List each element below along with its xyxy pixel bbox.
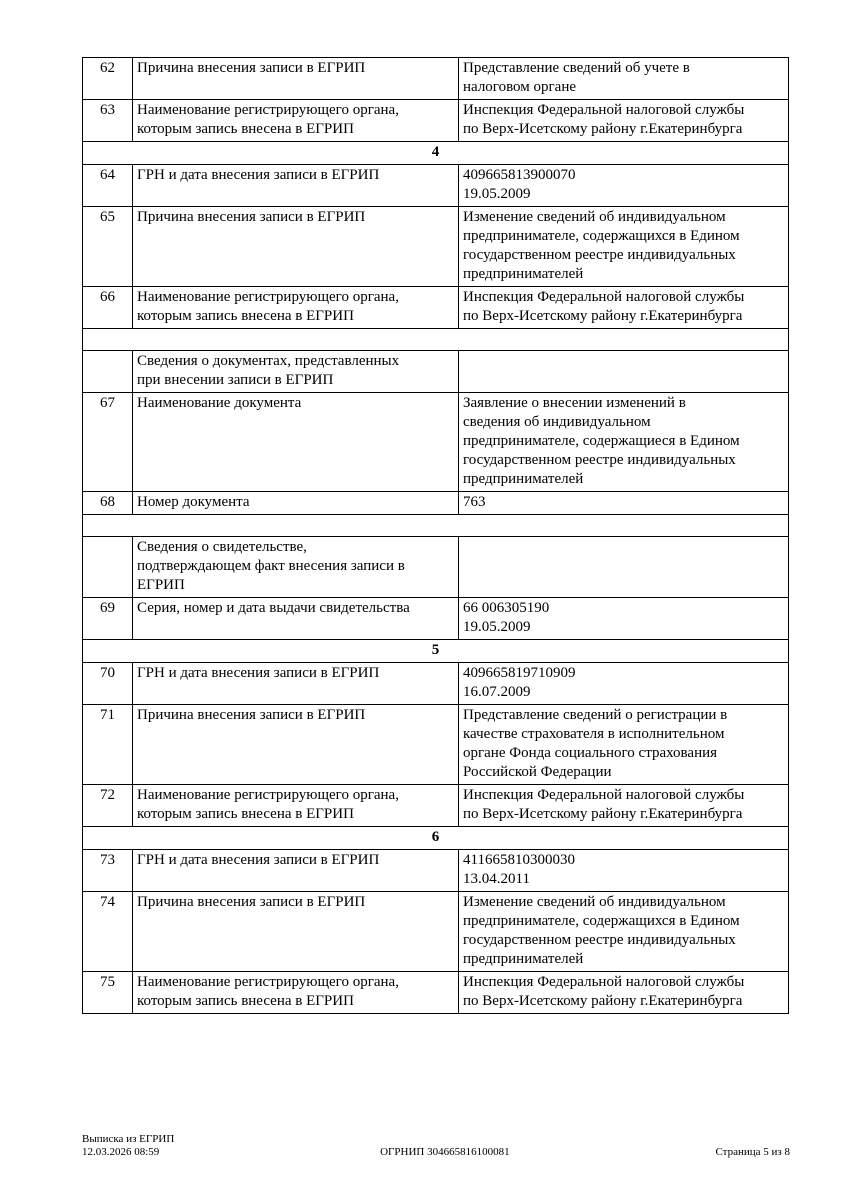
row-number: 62: [83, 58, 133, 100]
row-number: 70: [83, 663, 133, 705]
row-label: Наименование регистрирующего органа, которым запись внесена в ЕГРИП: [133, 100, 459, 142]
table-row: [83, 393, 789, 492]
section-number: 4: [83, 142, 789, 165]
row-number: 74: [83, 892, 133, 972]
section-number: 5: [83, 640, 789, 663]
row-number: 64: [83, 165, 133, 207]
row-number: 67: [83, 393, 133, 492]
table-row: [83, 598, 789, 640]
row-value: Инспекция Федеральной налоговой службы по Верх-Исетскому району г.Екатеринбурга: [459, 785, 789, 827]
section-row: [83, 827, 789, 850]
row-number: 75: [83, 972, 133, 1014]
spacer-cell: [83, 515, 789, 537]
row-label: Номер документа: [133, 492, 459, 515]
table-row: [83, 165, 789, 207]
row-value: Инспекция Федеральной налоговой службы по Верх-Исетскому району г.Екатеринбурга: [459, 100, 789, 142]
footer-page-number: Страница 5 из 8: [715, 1146, 790, 1158]
table-row: [83, 492, 789, 515]
table-row: [83, 663, 789, 705]
row-number: 63: [83, 100, 133, 142]
row-value: Инспекция Федеральной налоговой службы по Верх-Исетскому району г.Екатеринбурга: [459, 972, 789, 1014]
table-row: [83, 850, 789, 892]
footer-ogrnip: ОГРНИП 304665816100081: [380, 1146, 510, 1158]
row-label: Причина внесения записи в ЕГРИП: [133, 207, 459, 287]
row-number: [83, 537, 133, 598]
row-number: 71: [83, 705, 133, 785]
row-label: ГРН и дата внесения записи в ЕГРИП: [133, 850, 459, 892]
table-row: [83, 100, 789, 142]
row-label: Причина внесения записи в ЕГРИП: [133, 705, 459, 785]
row-label: ГРН и дата внесения записи в ЕГРИП: [133, 663, 459, 705]
footer-left-block: [82, 1133, 174, 1159]
row-value: [459, 351, 789, 393]
egrip-table-container: [82, 57, 788, 1014]
row-label: ГРН и дата внесения записи в ЕГРИП: [133, 165, 459, 207]
table-row: [83, 785, 789, 827]
row-value: Изменение сведений об индивидуальном предпринимателе, содержащихся в Едином государственном реестре индивидуальных предпринимателей: [459, 207, 789, 287]
row-value: 409665819710909 16.07.2009: [459, 663, 789, 705]
row-number: 73: [83, 850, 133, 892]
row-label: Сведения о свидетельстве, подтверждающем факт внесения записи в ЕГРИП: [133, 537, 459, 598]
row-label: Сведения о документах, представленных при внесении записи в ЕГРИП: [133, 351, 459, 393]
table-row: [83, 58, 789, 100]
egrip-table: [82, 57, 789, 1014]
egrip-table-body: [83, 58, 789, 1014]
row-value: Инспекция Федеральной налоговой службы по Верх-Исетскому району г.Екатеринбурга: [459, 287, 789, 329]
spacer-row: [83, 515, 789, 537]
row-label: Наименование регистрирующего органа, которым запись внесена в ЕГРИП: [133, 785, 459, 827]
row-label: Наименование документа: [133, 393, 459, 492]
spacer-cell: [83, 329, 789, 351]
row-label: Наименование регистрирующего органа, которым запись внесена в ЕГРИП: [133, 287, 459, 329]
table-row: [83, 207, 789, 287]
section-row: [83, 142, 789, 165]
row-value: Изменение сведений об индивидуальном предпринимателе, содержащихся в Едином государственном реестре индивидуальных предпринимателей: [459, 892, 789, 972]
row-value: Представление сведений об учете в налоговом органе: [459, 58, 789, 100]
page-footer: [82, 1133, 790, 1159]
row-number: [83, 351, 133, 393]
row-number: 68: [83, 492, 133, 515]
row-number: 72: [83, 785, 133, 827]
group-header-row: [83, 537, 789, 598]
row-value: [459, 537, 789, 598]
row-value: Представление сведений о регистрации в качестве страхователя в исполнительном органе Фонда социального страхования Российской Федерации: [459, 705, 789, 785]
table-row: [83, 892, 789, 972]
row-label: Наименование регистрирующего органа, которым запись внесена в ЕГРИП: [133, 972, 459, 1014]
footer-doc-title: Выписка из ЕГРИП: [82, 1133, 175, 1145]
row-value: Заявление о внесении изменений в сведения об индивидуальном предпринимателе, содержащиеся в Едином государственном реестре индивидуальных предпринимателей: [459, 393, 789, 492]
row-number: 66: [83, 287, 133, 329]
table-row: [83, 287, 789, 329]
table-row: [83, 705, 789, 785]
row-number: 69: [83, 598, 133, 640]
table-row: [83, 972, 789, 1014]
group-header-row: [83, 351, 789, 393]
row-number: 65: [83, 207, 133, 287]
row-label: Серия, номер и дата выдачи свидетельства: [133, 598, 459, 640]
row-value: 409665813900070 19.05.2009: [459, 165, 789, 207]
row-value: 763: [459, 492, 789, 515]
spacer-row: [83, 329, 789, 351]
row-value: 66 006305190 19.05.2009: [459, 598, 789, 640]
section-number: 6: [83, 827, 789, 850]
footer-datetime: 12.03.2026 08:59: [82, 1146, 160, 1158]
row-label: Причина внесения записи в ЕГРИП: [133, 892, 459, 972]
section-row: [83, 640, 789, 663]
row-value: 411665810300030 13.04.2011: [459, 850, 789, 892]
row-label: Причина внесения записи в ЕГРИП: [133, 58, 459, 100]
